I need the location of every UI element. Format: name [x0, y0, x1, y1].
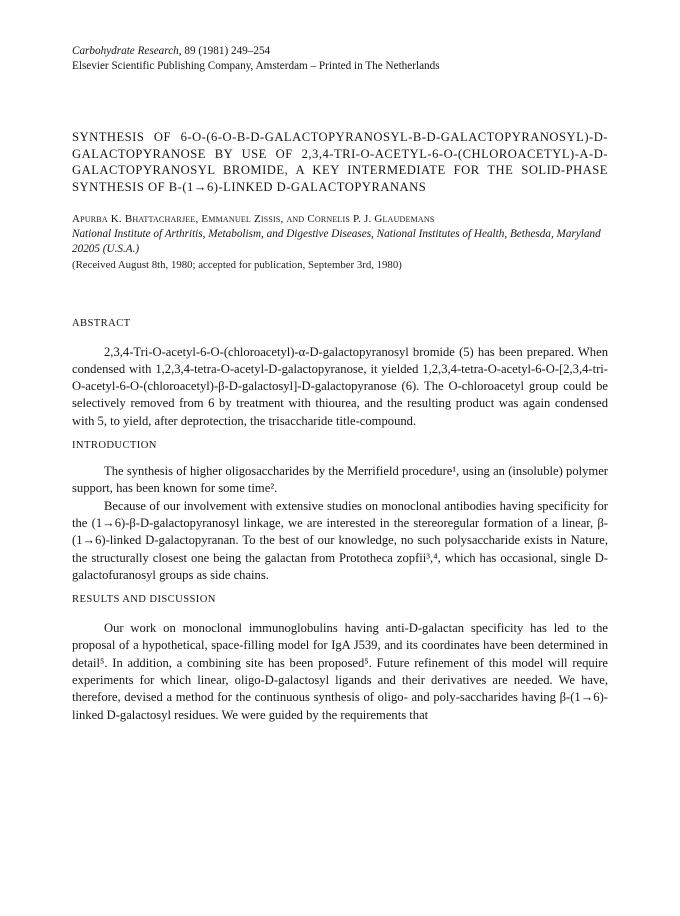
journal-citation: , 89 (1981) 249–254	[178, 45, 271, 57]
results-text	[72, 620, 608, 724]
abstract-heading: ABSTRACT	[72, 317, 131, 329]
journal-citation-line	[72, 44, 608, 59]
introduction-paragraph-1: The synthesis of higher oligosaccharides by the Merrifield procedure¹, using an (insoluble) polymer support, has been known for some time².	[72, 464, 608, 496]
results-heading: RESULTS AND DISCUSSION	[72, 594, 216, 606]
author-affiliation: National Institute of Arthritis, Metabolism, and Digestive Diseases, National Institutes of Health, Bethesda, Maryland 20205 (U.S.A.)	[72, 228, 601, 255]
journal-name: Carbohydrate Research	[72, 45, 179, 57]
journal-header	[72, 44, 608, 73]
abstract-paragraph: 2,3,4-Tri-O-acetyl-6-O-(chloroacetyl)-α-D-galactopyranosyl bromide (5) has been prepared. When condensed with 1,2,3,4-tetra-O-acetyl-D-galactopyranose, it yielded 1,2,3,4-tetra-O-acetyl-6-O-[2,3,4-tri-O-acetyl-6-O-(chloroacetyl)-β-D-galactosyl]-D-galactopyranose (6). The O-chloroacetyl group could be selectively removed from 6 by treatment with thiourea, and the resulting product was again condensed with 5, to yield, after deprotection, the trisaccharide title-compound.	[72, 344, 608, 428]
introduction-heading: INTRODUCTION	[72, 440, 157, 452]
abstract-text	[72, 344, 608, 430]
article-title: SYNTHESIS OF 6-O-(6-O-Β-D-GALACTOPYRANOSYL-Β-D-GALACTOPYRANOSYL)-D-GALACTOPYRANOSE BY USE OF 2,3,4-TRI-O-ACETYL-6-O-(CHLOROACETYL)-Α-D-GALACTOPYRANOSYL BROMIDE, A KEY INTERMEDIATE FOR THE SOLID-PHASE SYNTHESIS OF Β-(1→6)-LINKED D-GALACTOPYRANANS	[72, 130, 608, 194]
journal-page	[72, 44, 608, 724]
introduction-text	[72, 463, 608, 584]
results-paragraph-1: Our work on monoclonal immunoglobulins having anti-D-galactan specificity has led to the proposal of a hypothetical, space-filling model for IgA J539, and its coordinates have been determined in detail⁵. In addition, a combining site has been proposed⁵. Future refinement of this model will require experiments for which linear, oligo-D-galactosyl ligands and their derivatives are needed. We have, therefore, devised a method for the continuous synthesis of oligo- and poly-saccharides having β-(1→6)-linked D-galactosyl residues. We were guided by the requirements that	[72, 621, 608, 722]
publisher-line: Elsevier Scientific Publishing Company, Amsterdam – Printed in The Netherlands	[72, 59, 440, 72]
introduction-paragraph-2: Because of our involvement with extensive studies on monoclonal antibodies having specificity for the (1→6)-β-D-galactopyranosyl linkage, we are interested in the stereoregular formation of a linear, β-(1→6)-linked D-galactopyranan. To the best of our knowledge, no such polysaccharide exists in Nature, the structurally closest one being the galactan from Prototheca zopfii³,⁴, which has occasional, single D-galactofuranosyl groups as side chains.	[72, 498, 608, 582]
received-dates: (Received August 8th, 1980; accepted for publication, September 3rd, 1980)	[72, 258, 402, 271]
article-authors: Apurba K. Bhattacharjee, Emmanuel Zissis, and Cornelis P. J. Glaudemans	[72, 213, 435, 226]
